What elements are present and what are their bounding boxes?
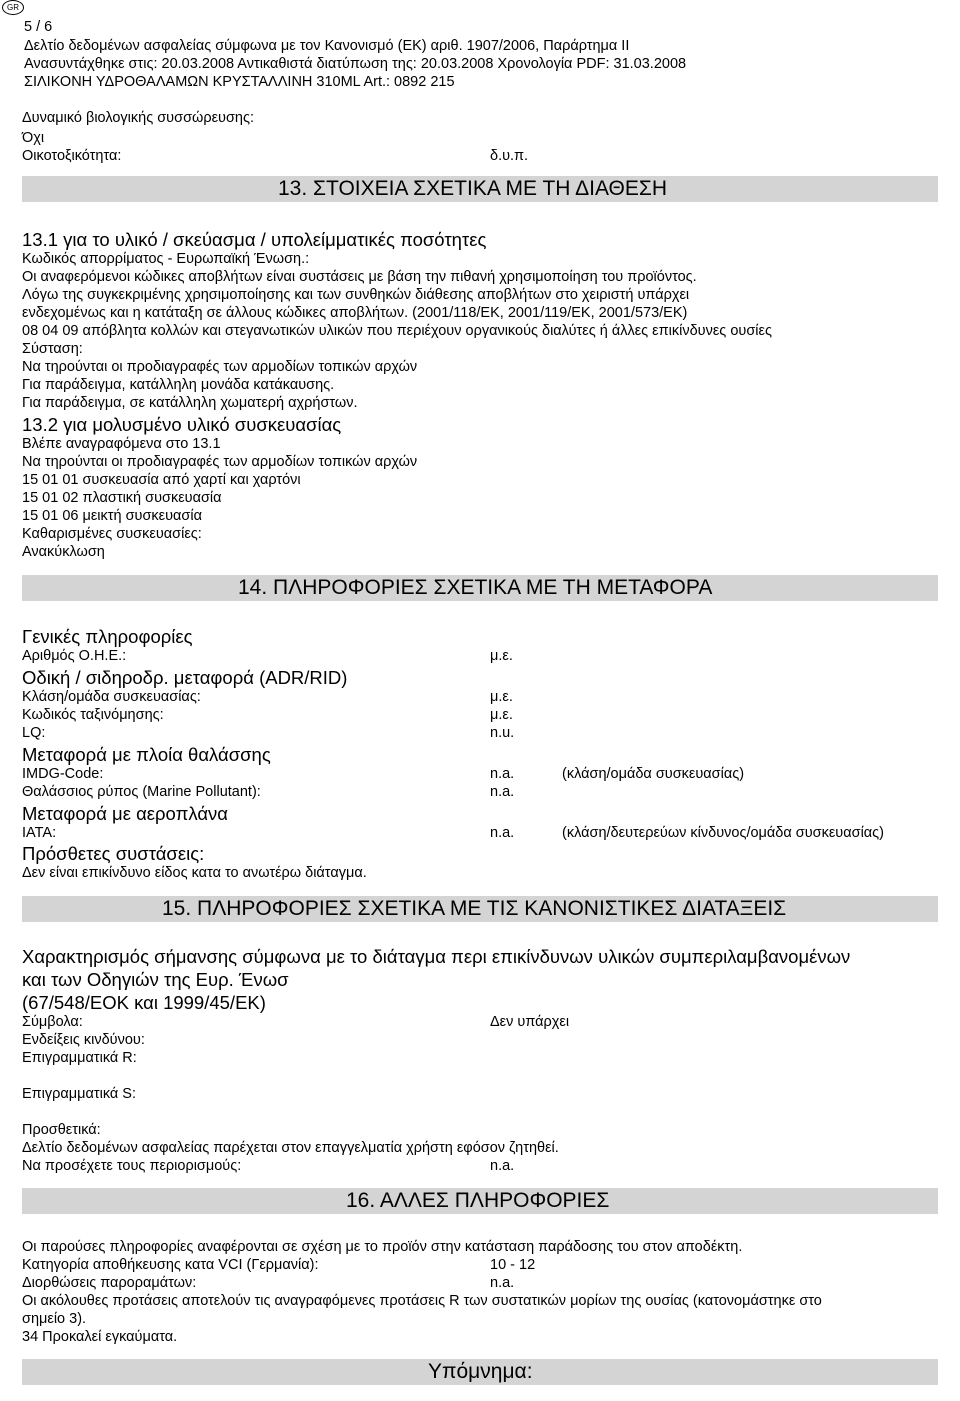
text-line: Οι αναφερόμενοι κώδικες αποβλήτων είναι συστάσεις με βάση την πιθανή χρησιμοποίηση του προϊόντος. xyxy=(22,269,697,285)
text-line: 08 04 09 απόβλητα κολλών και στεγανωτικών υλικών που περιέχουν οργανικούς διαλύτες ή άλλες επικίνδυνες ουσίες xyxy=(22,323,772,339)
r-phrases-label: Επιγραμματικά R: xyxy=(22,1050,137,1066)
text-line: Να τηρούνται οι προδιαγραφές των αρμοδίων τοπικών αρχών xyxy=(22,359,418,375)
text-line: Κωδικός απορρίματος - Ευρωπαϊκή Ένωση.: xyxy=(22,251,310,267)
restrictions-value: n.a. xyxy=(490,1158,515,1174)
additional-recommendations-text: Δεν είναι επικίνδυνο είδος κατα το ανωτέρω διάταγμα. xyxy=(22,865,367,881)
header-regulation: Δελτίο δεδομένων ασφαλείας σύμφωνα με τον Κανονισμό (ΕΚ) αριθ. 1907/2006, Παράρτημα II xyxy=(24,38,630,54)
vci-label: Κατηγορία αποθήκευσης κατα VCI (Γερμανία): xyxy=(22,1257,319,1273)
text-line: 15 01 06 μεικτή συσκευασία xyxy=(22,508,202,524)
r-phrase-34: 34 Προκαλεί εγκαύματα. xyxy=(22,1329,178,1345)
text-line: Λόγω της συγκεκριμένης χρησιμοποίησης και των συνθηκών διάθεσης αποβλήτων στο χειριστή υπάρχει xyxy=(22,287,690,303)
subsection-13-1: 13.1 για το υλικό / σκεύασμα / υπολείμματικές ποσότητες xyxy=(22,229,487,250)
un-label: Αριθμός Ο.Η.Ε.: xyxy=(22,648,127,664)
bio-label: Δυναμικό βιολογικής συσσώρευσης: xyxy=(22,110,255,126)
additional-label: Προσθετικά: xyxy=(22,1122,101,1138)
un-value: μ.ε. xyxy=(490,648,513,664)
header-dates: Ανασυντάχθηκε στις: 20.03.2008 Αντικαθιστά διατύπωση της: 20.03.2008 Χρονολογία PDF: 31.03.2008 xyxy=(24,56,687,72)
vci-value: 10 - 12 xyxy=(490,1257,536,1273)
class-label: Κωδικός ταξινόμησης: xyxy=(22,707,164,723)
pg-label: Κλάση/ομάδα συσκευασίας: xyxy=(22,689,201,705)
labelling-heading-2: και των Οδηγιών της Ευρ. Ένωσ xyxy=(22,969,289,990)
s-phrases-label: Επιγραμματικά S: xyxy=(22,1086,137,1102)
text-line: Για παράδειγμα, κατάλληλη μονάδα κατάκαυσης. xyxy=(22,377,335,393)
legend-title: Υπόμνημα: xyxy=(428,1360,533,1383)
eco-value: δ.υ.π. xyxy=(490,148,529,164)
iata-note: (κλάση/δευτερεύων κίνδυνος/ομάδα συσκευασίας) xyxy=(562,825,884,841)
additional-text: Δελτίο δεδομένων ασφαλείας παρέχεται στον επαγγελματία χρήστη εφόσον ζητηθεί. xyxy=(22,1140,559,1156)
labelling-heading-3: (67/548/ΕΟΚ και 1999/45/ΕΚ) xyxy=(22,992,266,1013)
lq-value: n.u. xyxy=(490,725,515,741)
labelling-heading-1: Χαρακτηρισμός σήμανσης σύμφωνα με το διάταγμα περι επικίνδυνων υλικών συμπεριλαμβανομένων xyxy=(22,946,851,967)
bio-value: Όχι xyxy=(22,130,45,146)
text-line: Να τηρούνται οι προδιαγραφές των αρμοδίων τοπικών αρχών xyxy=(22,454,418,470)
air-heading: Μεταφορά με αεροπλάνα xyxy=(22,803,228,824)
imdg-note: (κλάση/ομάδα συσκευασίας) xyxy=(562,766,745,782)
page-number: 5 / 6 xyxy=(24,19,53,35)
r-phrases-note-cont: σημείο 3). xyxy=(22,1311,87,1327)
text-line: 15 01 02 πλαστική συσκευασία xyxy=(22,490,222,506)
symbols-label: Σύμβολα: xyxy=(22,1014,83,1030)
section-15-title: 15. ΠΛΗΡΟΦΟΡΙΕΣ ΣΧΕΤΙΚΑ ΜΕ ΤΙΣ ΚΑΝΟΝΙΣΤΙΚΕΣ ΔΙΑΤΑΞΕΙΣ xyxy=(162,897,787,920)
r-phrases-note: Οι ακόλουθες προτάσεις αποτελούν τις αναγραφόμενες προτάσεις R των συστατικών μορίων της ουσίας (κατονομάστηκε στο xyxy=(22,1293,822,1309)
marine-pollutant-label: Θαλάσσιος ρύπος (Marine Pollutant): xyxy=(22,784,261,800)
iata-label: IATA: xyxy=(22,825,57,841)
additional-recommendations-heading: Πρόσθετες συστάσεις: xyxy=(22,843,205,864)
header-product: ΣΙΛΙΚΟΝΗ ΥΔΡΟΘΑΛΑΜΩΝ ΚΡΥΣΤΑΛΛΙΝΗ 310ML Art.: 0892 215 xyxy=(24,74,455,90)
iata-value: n.a. xyxy=(490,825,515,841)
section-13-title: 13. ΣΤΟΙΧΕΙΑ ΣΧΕΤΙΚΑ ΜΕ ΤΗ ΔΙΑΘΕΣΗ xyxy=(278,177,668,200)
other-info-line: Οι παρούσες πληροφορίες αναφέρονται σε σχέση με το προϊόν στην κατάσταση παράδοσης του στον αποδέκτη. xyxy=(22,1239,743,1255)
text-line: Σύσταση: xyxy=(22,341,83,357)
general-info-heading: Γενικές πληροφορίες xyxy=(22,626,193,647)
lq-label: LQ: xyxy=(22,725,46,741)
pg-value: μ.ε. xyxy=(490,689,513,705)
corrections-value: n.a. xyxy=(490,1275,515,1291)
subsection-13-2: 13.2 για μολυσμένο υλικό συσκευασίας xyxy=(22,414,342,435)
corrections-label: Διορθώσεις παροραμάτων: xyxy=(22,1275,197,1291)
text-line: Βλέπε αναγραφόμενα στο 13.1 xyxy=(22,436,221,452)
class-value: μ.ε. xyxy=(490,707,513,723)
section-16-title: 16. ΑΛΛΕΣ ΠΛΗΡΟΦΟΡΙΕΣ xyxy=(346,1189,610,1212)
imdg-label: IMDG-Code: xyxy=(22,766,104,782)
text-line: Ανακύκλωση xyxy=(22,544,105,560)
country-logo: GR xyxy=(2,0,24,15)
symbols-value: Δεν υπάρχει xyxy=(490,1014,570,1030)
section-14-title: 14. ΠΛΗΡΟΦΟΡΙΕΣ ΣΧΕΤΙΚΑ ΜΕ ΤΗ ΜΕΤΑΦΟΡΑ xyxy=(238,576,713,599)
eco-label: Οικοτοξικότητα: xyxy=(22,148,122,164)
text-line: Για παράδειγμα, σε κατάλληλη χωματερή αχρήστων. xyxy=(22,395,358,411)
text-line: Καθαρισμένες συσκευασίες: xyxy=(22,526,202,542)
hazard-indications-label: Ενδείξεις κινδύνου: xyxy=(22,1032,145,1048)
road-heading: Οδική / σιδηροδρ. μεταφορά (ADR/RID) xyxy=(22,667,348,688)
text-line: 15 01 01 συσκευασία από χαρτί και χαρτόνι xyxy=(22,472,301,488)
restrictions-label: Να προσέχετε τους περιορισμούς: xyxy=(22,1158,242,1174)
text-line: ενδεχομένως και η κατάταξη σε άλλους κώδικες αποβλήτων. (2001/118/ΕΚ, 2001/119/ΕΚ, 2001/573/ΕΚ) xyxy=(22,305,688,321)
imdg-value: n.a. xyxy=(490,766,515,782)
marine-pollutant-value: n.a. xyxy=(490,784,515,800)
sea-heading: Μεταφορά με πλοία θαλάσσης xyxy=(22,744,271,765)
